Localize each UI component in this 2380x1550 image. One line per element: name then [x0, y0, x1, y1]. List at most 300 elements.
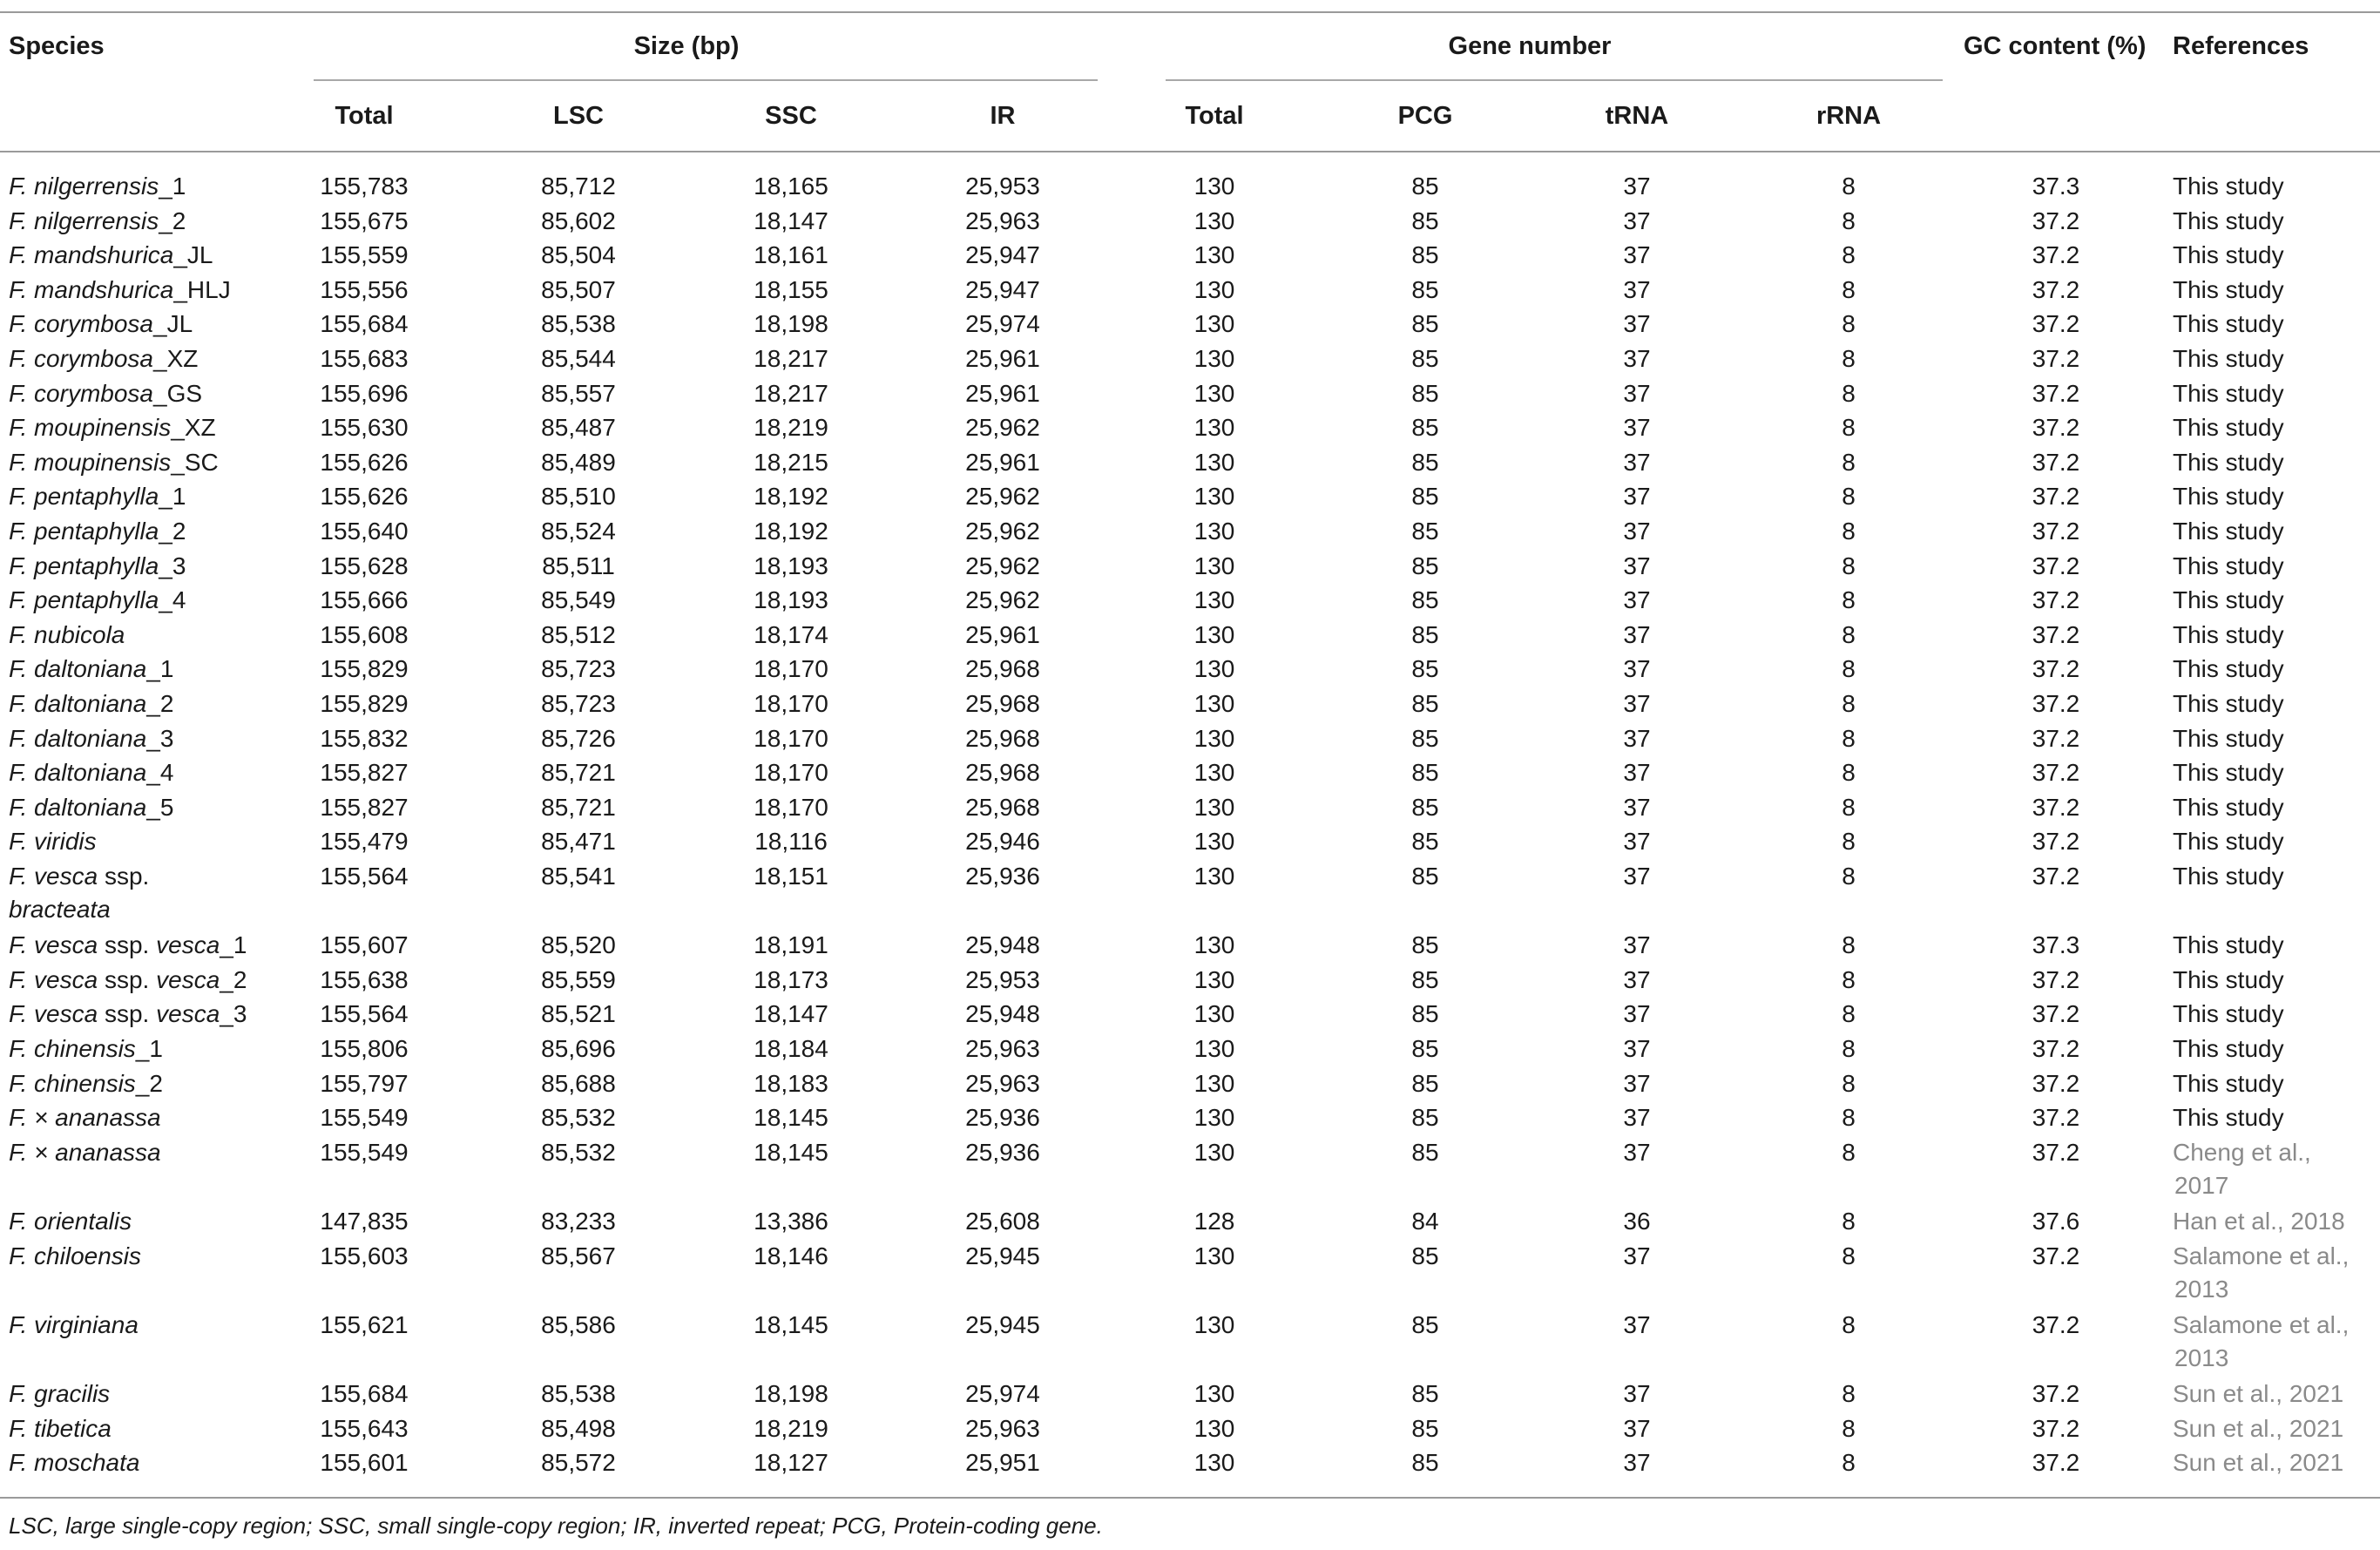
cell-gc: 37.2 — [2032, 1104, 2080, 1132]
cell-ir: 25,961 — [965, 448, 1040, 476]
cell-reference — [2173, 550, 2380, 583]
cell-species — [9, 1377, 110, 1411]
reference-text: This study — [2173, 759, 2284, 787]
cell-lsc: 85,544 — [541, 345, 616, 372]
cell-size-total: 155,626 — [320, 483, 409, 511]
cell-gc: 37.2 — [2032, 586, 2080, 614]
species-suffix: _5 — [146, 793, 174, 821]
cell-pcg: 85 — [1411, 518, 1439, 545]
cell-reference — [2173, 1032, 2380, 1066]
cell-ir: 25,962 — [965, 483, 1040, 511]
cell-ir: 25,936 — [965, 1138, 1040, 1166]
reference-text: This study — [2173, 241, 2284, 269]
cell-lsc: 85,532 — [541, 1138, 616, 1166]
cell-gene-total: 130 — [1193, 586, 1235, 614]
cell-size-total: 155,628 — [320, 552, 409, 579]
species-name: F. moupinensis — [9, 414, 172, 442]
cell-size-total: 155,621 — [320, 1310, 409, 1338]
cell-lsc: 85,586 — [541, 1310, 616, 1338]
cell-rrna: 8 — [1842, 1208, 1856, 1235]
cell-gene-total: 130 — [1193, 379, 1235, 407]
cell-gene-total: 130 — [1193, 863, 1235, 890]
species-suffix: _HLJ — [173, 275, 231, 303]
cell-rrna: 8 — [1842, 414, 1856, 442]
cell-lsc: 85,712 — [541, 173, 616, 200]
reference-text: This study — [2173, 620, 2284, 648]
cell-reference — [2173, 170, 2380, 203]
cell-rrna: 8 — [1842, 931, 1856, 959]
cell-ssc: 18,192 — [754, 483, 828, 511]
cell-size-total: 155,556 — [320, 275, 409, 303]
species-name: F. daltoniana — [9, 759, 147, 787]
cell-gene-total: 130 — [1193, 310, 1235, 338]
species-suffix: _SC — [171, 448, 219, 476]
cell-lsc: 85,489 — [541, 448, 616, 476]
cell-trna: 37 — [1623, 863, 1651, 890]
species-name: F. moschata — [9, 1449, 140, 1477]
reference-text: This study — [2173, 310, 2284, 338]
cell-size-total: 155,607 — [320, 931, 409, 959]
cell-ir: 25,961 — [965, 379, 1040, 407]
cell-pcg: 85 — [1411, 655, 1439, 683]
cell-gc: 37.2 — [2032, 379, 2080, 407]
cell-trna: 37 — [1623, 379, 1651, 407]
cell-ssc: 18,198 — [754, 1380, 828, 1407]
cell-ir: 25,963 — [965, 1035, 1040, 1062]
species-suffix: _JL — [153, 310, 193, 338]
reference-text: This study — [2173, 379, 2284, 407]
cell-trna: 37 — [1623, 828, 1651, 856]
cell-ssc: 18,173 — [754, 965, 828, 993]
cell-rrna: 8 — [1842, 552, 1856, 579]
cell-pcg: 85 — [1411, 310, 1439, 338]
cell-ir: 25,947 — [965, 275, 1040, 303]
cell-gc: 37.2 — [2032, 620, 2080, 648]
cell-species — [9, 998, 247, 1031]
cell-size-total: 155,829 — [320, 655, 409, 683]
cell-ir: 25,968 — [965, 655, 1040, 683]
cell-trna: 37 — [1623, 1242, 1651, 1269]
cell-lsc: 85,723 — [541, 690, 616, 717]
cell-gc: 37.6 — [2032, 1208, 2080, 1235]
cell-rrna: 8 — [1842, 1414, 1856, 1442]
species-suffix: ssp. — [98, 931, 157, 959]
cell-ssc: 18,116 — [754, 828, 828, 856]
cell-pcg: 85 — [1411, 620, 1439, 648]
cell-reference — [2173, 411, 2380, 444]
cell-species — [9, 1446, 139, 1479]
cell-reference — [2173, 274, 2380, 307]
species-suffix: _4 — [146, 759, 174, 787]
cell-ssc: 18,151 — [754, 863, 828, 890]
cell-ssc: 18,193 — [754, 552, 828, 579]
cell-reference — [2173, 1412, 2380, 1445]
cell-ssc: 18,215 — [754, 448, 828, 476]
reference-text: This study — [2173, 1035, 2284, 1062]
reference-text: This study — [2173, 173, 2284, 200]
cell-rrna: 8 — [1842, 586, 1856, 614]
species-name: F. daltoniana — [9, 690, 147, 717]
cell-lsc: 85,726 — [541, 724, 616, 752]
cell-species — [9, 205, 186, 238]
cell-pcg: 85 — [1411, 241, 1439, 269]
species-name: F. viridis — [9, 828, 97, 856]
cell-gene-total: 130 — [1193, 724, 1235, 752]
cell-trna: 37 — [1623, 552, 1651, 579]
cell-pcg: 85 — [1411, 931, 1439, 959]
cell-species — [9, 653, 173, 686]
cell-pcg: 85 — [1411, 345, 1439, 372]
cell-ssc: 18,192 — [754, 518, 828, 545]
cell-lsc: 85,696 — [541, 1035, 616, 1062]
species-suffix: ssp. — [98, 965, 157, 993]
cell-reference — [2173, 1240, 2380, 1306]
size-group-underline — [314, 79, 1098, 81]
cell-rrna: 8 — [1842, 724, 1856, 752]
cell-ir: 25,962 — [965, 552, 1040, 579]
cell-gc: 37.3 — [2032, 173, 2080, 200]
cell-size-total: 155,675 — [320, 206, 409, 234]
cell-species — [9, 550, 186, 583]
cell-gc: 37.2 — [2032, 345, 2080, 372]
cell-lsc: 85,507 — [541, 275, 616, 303]
species-suffix: _3 — [220, 1000, 247, 1028]
cell-reference — [2173, 929, 2380, 962]
cell-trna: 37 — [1623, 690, 1651, 717]
reference-text: This study — [2173, 724, 2284, 752]
species-suffix: _XZ — [171, 414, 216, 442]
cell-gene-total: 130 — [1193, 759, 1235, 787]
cell-species — [9, 791, 173, 824]
header-trna: tRNA — [1605, 102, 1669, 130]
cell-reference — [2173, 342, 2380, 376]
reference-text: Han et al., 2018 — [2173, 1208, 2345, 1235]
cell-ssc: 18,184 — [754, 1035, 828, 1062]
reference-year: 2017 — [2174, 1171, 2229, 1199]
cell-gc: 37.3 — [2032, 931, 2080, 959]
cell-reference — [2173, 1309, 2380, 1375]
cell-reference — [2173, 377, 2380, 410]
cell-species — [9, 964, 247, 997]
cell-species — [9, 1032, 163, 1066]
species-suffix: _1 — [146, 655, 174, 683]
cell-pcg: 85 — [1411, 275, 1439, 303]
cell-reference — [2173, 515, 2380, 548]
species-suffix: _1 — [159, 483, 186, 511]
header-references: References — [2173, 32, 2309, 60]
cell-gene-total: 130 — [1193, 793, 1235, 821]
cell-rrna: 8 — [1842, 828, 1856, 856]
cell-ssc: 18,191 — [754, 931, 828, 959]
cell-trna: 37 — [1623, 1414, 1651, 1442]
cell-gene-total: 130 — [1193, 1138, 1235, 1166]
cell-ir: 25,968 — [965, 793, 1040, 821]
cell-rrna: 8 — [1842, 518, 1856, 545]
cell-species — [9, 756, 173, 789]
reference-text: Cheng et al., — [2173, 1138, 2311, 1166]
cell-ssc: 18,170 — [754, 724, 828, 752]
cell-size-total: 155,797 — [320, 1069, 409, 1097]
cell-pcg: 85 — [1411, 1138, 1439, 1166]
cell-reference — [2173, 964, 2380, 997]
reference-text: This study — [2173, 1000, 2284, 1028]
cell-ssc: 18,170 — [754, 655, 828, 683]
cell-lsc: 85,538 — [541, 1380, 616, 1407]
cell-species — [9, 1240, 141, 1273]
cell-ssc: 18,170 — [754, 793, 828, 821]
species-suffix: _3 — [159, 552, 186, 579]
gene-group-underline — [1166, 79, 1943, 81]
cell-size-total: 155,683 — [320, 345, 409, 372]
cell-rrna: 8 — [1842, 206, 1856, 234]
cell-size-total: 155,549 — [320, 1104, 409, 1132]
cell-size-total: 155,564 — [320, 1000, 409, 1028]
cell-pcg: 85 — [1411, 379, 1439, 407]
cell-ssc: 18,127 — [754, 1449, 828, 1477]
cell-lsc: 85,521 — [541, 1000, 616, 1028]
cell-ir: 25,946 — [965, 828, 1040, 856]
cell-ssc: 18,146 — [754, 1242, 828, 1269]
cell-lsc: 85,602 — [541, 206, 616, 234]
cell-species — [9, 1136, 161, 1169]
cell-gc: 37.2 — [2032, 206, 2080, 234]
species-suffix: _2 — [146, 690, 174, 717]
cell-size-total: 155,564 — [320, 863, 409, 890]
cell-reference — [2173, 1067, 2380, 1100]
cell-ssc: 18,145 — [754, 1104, 828, 1132]
cell-trna: 37 — [1623, 965, 1651, 993]
cell-trna: 36 — [1623, 1208, 1651, 1235]
cell-rrna: 8 — [1842, 483, 1856, 511]
cell-rrna: 8 — [1842, 1104, 1856, 1132]
cell-pcg: 85 — [1411, 965, 1439, 993]
species-suffix: _1 — [135, 1035, 163, 1062]
cell-species — [9, 308, 193, 341]
cell-ir: 25,962 — [965, 414, 1040, 442]
cell-lsc: 83,233 — [541, 1208, 616, 1235]
cell-pcg: 85 — [1411, 1414, 1439, 1442]
reference-text: This study — [2173, 655, 2284, 683]
species-suffix: _3 — [146, 724, 174, 752]
species-name: F. nubicola — [9, 620, 125, 648]
cell-rrna: 8 — [1842, 1069, 1856, 1097]
cell-lsc: 85,520 — [541, 931, 616, 959]
reference-text: This study — [2173, 1104, 2284, 1132]
header-ir: IR — [990, 102, 1016, 130]
cell-lsc: 85,549 — [541, 586, 616, 614]
cell-gc: 37.2 — [2032, 483, 2080, 511]
cell-lsc: 85,510 — [541, 483, 616, 511]
species-suffix: _GS — [153, 379, 203, 407]
cell-rrna: 8 — [1842, 1380, 1856, 1407]
cell-reference — [2173, 1377, 2380, 1411]
cell-ir: 25,608 — [965, 1208, 1040, 1235]
header-gc: GC content (%) — [1964, 32, 2147, 60]
cell-species — [9, 446, 219, 479]
cell-trna: 37 — [1623, 1310, 1651, 1338]
cell-trna: 37 — [1623, 345, 1651, 372]
cell-gene-total: 130 — [1193, 1000, 1235, 1028]
cell-size-total: 155,827 — [320, 793, 409, 821]
cell-reference — [2173, 998, 2380, 1031]
cell-species — [9, 860, 149, 926]
cell-ir: 25,951 — [965, 1449, 1040, 1477]
cell-pcg: 85 — [1411, 759, 1439, 787]
cell-size-total: 155,666 — [320, 586, 409, 614]
cell-trna: 37 — [1623, 1380, 1651, 1407]
cell-reference — [2173, 825, 2380, 858]
cell-size-total: 155,549 — [320, 1138, 409, 1166]
cell-rrna: 8 — [1842, 1310, 1856, 1338]
reference-year: 2013 — [2174, 1344, 2229, 1371]
cell-ir: 25,963 — [965, 1414, 1040, 1442]
cell-size-total: 155,806 — [320, 1035, 409, 1062]
species-name: F. pentaphylla — [9, 483, 159, 511]
cell-trna: 37 — [1623, 173, 1651, 200]
cell-gene-total: 130 — [1193, 1069, 1235, 1097]
cell-gene-total: 130 — [1193, 483, 1235, 511]
cell-rrna: 8 — [1842, 241, 1856, 269]
species-suffix: _1 — [159, 173, 186, 200]
cell-gene-total: 130 — [1193, 1380, 1235, 1407]
cell-size-total: 155,608 — [320, 620, 409, 648]
cell-ir: 25,963 — [965, 1069, 1040, 1097]
header-gene-total: Total — [1185, 102, 1244, 130]
cell-ssc: 18,147 — [754, 206, 828, 234]
cell-gc: 37.2 — [2032, 793, 2080, 821]
cell-lsc: 85,541 — [541, 863, 616, 890]
cell-trna: 37 — [1623, 724, 1651, 752]
cell-ir: 25,945 — [965, 1242, 1040, 1269]
species-name: F. nilgerrensis — [9, 173, 159, 200]
cell-reference — [2173, 756, 2380, 789]
cell-lsc: 85,572 — [541, 1449, 616, 1477]
species-name: F. corymbosa — [9, 345, 153, 372]
cell-gene-total: 130 — [1193, 965, 1235, 993]
cell-lsc: 85,498 — [541, 1414, 616, 1442]
cell-gc: 37.2 — [2032, 759, 2080, 787]
cell-ssc: 18,165 — [754, 173, 828, 200]
cell-reference — [2173, 860, 2380, 893]
species-name: F. tibetica — [9, 1414, 112, 1442]
cell-gc: 37.2 — [2032, 241, 2080, 269]
cell-species — [9, 619, 125, 652]
cell-gc: 37.2 — [2032, 828, 2080, 856]
species-suffix: _XZ — [153, 345, 199, 372]
reference-text: This study — [2173, 793, 2284, 821]
subspecies-name: vesca — [156, 931, 220, 959]
cell-size-total: 155,638 — [320, 965, 409, 993]
species-name: F. pentaphylla — [9, 518, 159, 545]
cell-gene-total: 130 — [1193, 518, 1235, 545]
cell-pcg: 85 — [1411, 1069, 1439, 1097]
cell-size-total: 155,829 — [320, 690, 409, 717]
species-name: F. vesca — [9, 931, 98, 959]
cell-size-total: 155,626 — [320, 448, 409, 476]
species-name: F. moupinensis — [9, 448, 172, 476]
cell-gene-total: 130 — [1193, 241, 1235, 269]
cell-reference — [2173, 584, 2380, 617]
cell-trna: 37 — [1623, 241, 1651, 269]
cell-rrna: 8 — [1842, 345, 1856, 372]
cell-gc: 37.2 — [2032, 690, 2080, 717]
cell-gene-total: 130 — [1193, 448, 1235, 476]
header-species: Species — [9, 32, 105, 60]
cell-ssc: 18,217 — [754, 379, 828, 407]
species-name: F. orientalis — [9, 1208, 132, 1235]
reference-text: Salamone et al., — [2173, 1242, 2350, 1269]
cell-lsc: 85,723 — [541, 655, 616, 683]
cell-ssc: 18,174 — [754, 620, 828, 648]
species-name: F. chiloensis — [9, 1242, 142, 1269]
reference-text: This study — [2173, 414, 2284, 442]
cell-gene-total: 130 — [1193, 828, 1235, 856]
cell-rrna: 8 — [1842, 310, 1856, 338]
cell-trna: 37 — [1623, 1000, 1651, 1028]
cell-reference — [2173, 653, 2380, 686]
cell-size-total: 155,479 — [320, 828, 409, 856]
cell-lsc: 85,557 — [541, 379, 616, 407]
cell-size-total: 155,601 — [320, 1449, 409, 1477]
cell-rrna: 8 — [1842, 620, 1856, 648]
reference-text: This study — [2173, 586, 2284, 614]
cell-pcg: 84 — [1411, 1208, 1439, 1235]
cell-pcg: 85 — [1411, 863, 1439, 890]
cell-gene-total: 130 — [1193, 1035, 1235, 1062]
cell-species — [9, 480, 186, 513]
cell-lsc: 85,688 — [541, 1069, 616, 1097]
reference-text: This study — [2173, 345, 2284, 372]
cell-size-total: 155,783 — [320, 173, 409, 200]
cell-reference — [2173, 1446, 2380, 1479]
cell-gene-total: 130 — [1193, 1414, 1235, 1442]
cell-pcg: 85 — [1411, 448, 1439, 476]
cell-pcg: 85 — [1411, 793, 1439, 821]
cell-rrna: 8 — [1842, 275, 1856, 303]
cell-ir: 25,961 — [965, 345, 1040, 372]
species-name: F. mandshurica — [9, 275, 174, 303]
species-suffix: _JL — [173, 241, 213, 269]
cell-size-total: 155,630 — [320, 414, 409, 442]
species-suffix: _2 — [159, 518, 186, 545]
reference-text: This study — [2173, 206, 2284, 234]
cell-gene-total: 130 — [1193, 173, 1235, 200]
cell-ir: 25,945 — [965, 1310, 1040, 1338]
cell-gc: 37.2 — [2032, 655, 2080, 683]
header-pcg: PCG — [1397, 102, 1453, 130]
species-name: F. × ananassa — [9, 1138, 161, 1166]
cell-reference — [2173, 1136, 2380, 1202]
cell-species — [9, 1309, 139, 1342]
species-name: F. daltoniana — [9, 724, 147, 752]
species-name: F. virginiana — [9, 1310, 139, 1338]
cell-reference — [2173, 722, 2380, 755]
cell-pcg: 85 — [1411, 828, 1439, 856]
species-suffix: ssp. — [98, 1000, 157, 1028]
species-suffix: _1 — [220, 931, 247, 959]
cell-rrna: 8 — [1842, 793, 1856, 821]
cell-lsc: 85,504 — [541, 241, 616, 269]
cell-reference — [2173, 619, 2380, 652]
cell-size-total: 155,684 — [320, 1380, 409, 1407]
cell-gene-total: 128 — [1193, 1208, 1235, 1235]
cell-trna: 37 — [1623, 448, 1651, 476]
cell-ir: 25,936 — [965, 1104, 1040, 1132]
cell-ir: 25,968 — [965, 759, 1040, 787]
cell-lsc: 85,721 — [541, 793, 616, 821]
cell-trna: 37 — [1623, 759, 1651, 787]
cell-reference — [2173, 308, 2380, 341]
